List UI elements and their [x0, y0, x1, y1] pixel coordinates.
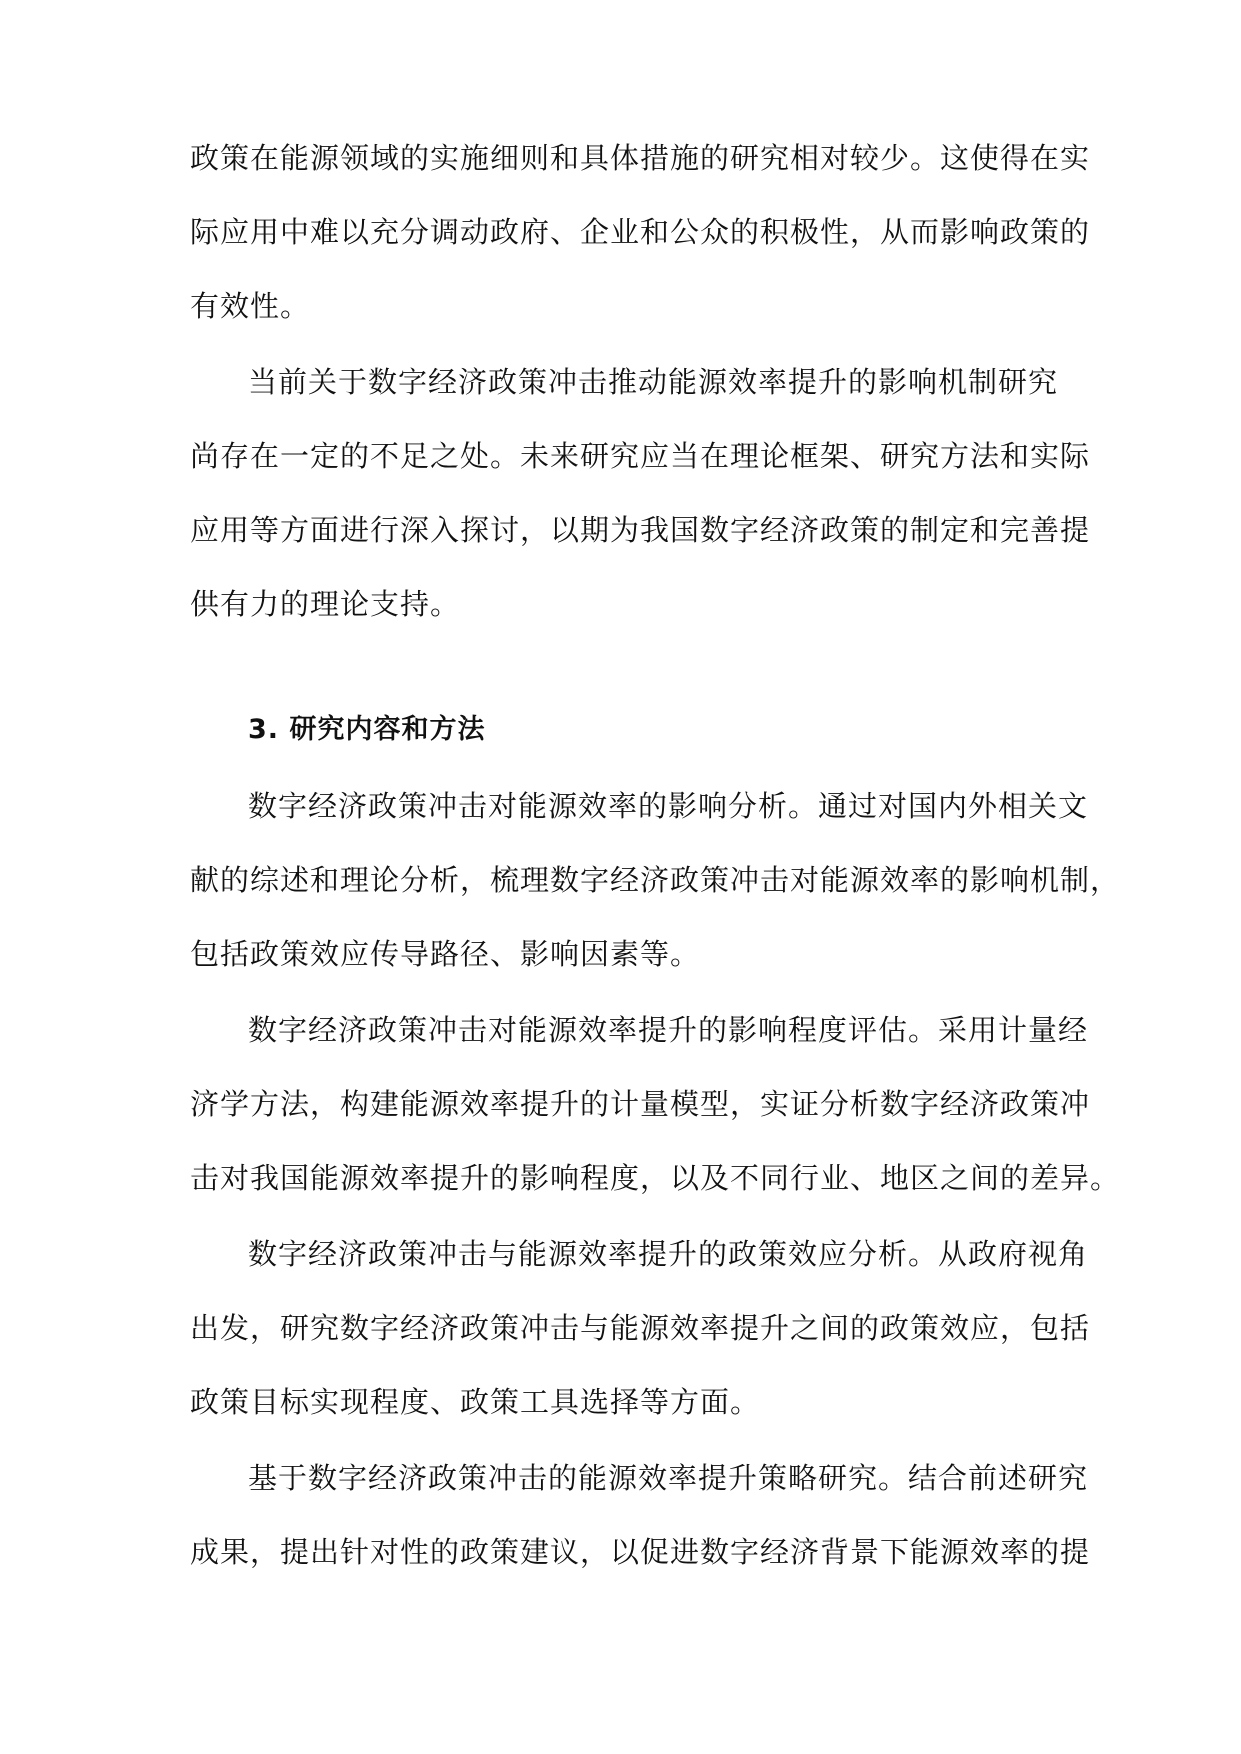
paragraph-line: 供有力的理论支持。: [190, 587, 461, 621]
section-heading: 3. 研究内容和方法: [248, 714, 486, 745]
paragraph-line: 际应用中难以充分调动政府、企业和公众的积极性，从而影响政策的: [190, 215, 1091, 249]
paragraph-line: 献的综述和理论分析，梳理数字经济政策冲击对能源效率的影响机制，: [190, 863, 1121, 897]
paragraph-line: 济学方法，构建能源效率提升的计量模型，实证分析数字经济政策冲: [190, 1087, 1091, 1121]
paragraph-line: 当前关于数字经济政策冲击推动能源效率提升的影响机制研究: [248, 365, 1059, 399]
paragraph-line: 击对我国能源效率提升的影响程度，以及不同行业、地区之间的差异。: [190, 1161, 1121, 1195]
paragraph-line: 应用等方面进行深入探讨，以期为我国数字经济政策的制定和完善提: [190, 513, 1091, 547]
paragraph-line: 数字经济政策冲击对能源效率的影响分析。通过对国内外相关文: [248, 789, 1089, 823]
paragraph-line: 成果，提出针对性的政策建议，以促进数字经济背景下能源效率的提: [190, 1535, 1091, 1569]
paragraph-line: 包括政策效应传导路径、影响因素等。: [190, 937, 701, 971]
paragraph-line: 数字经济政策冲击与能源效率提升的政策效应分析。从政府视角: [248, 1237, 1089, 1271]
paragraph-line: 基于数字经济政策冲击的能源效率提升策略研究。结合前述研究: [248, 1461, 1089, 1495]
paragraph-line: 有效性。: [190, 289, 311, 323]
paragraph-line: 出发，研究数字经济政策冲击与能源效率提升之间的政策效应，包括: [190, 1311, 1091, 1345]
paragraph-line: 数字经济政策冲击对能源效率提升的影响程度评估。采用计量经: [248, 1013, 1089, 1047]
paragraph-line: 尚存在一定的不足之处。未来研究应当在理论框架、研究方法和实际: [190, 439, 1091, 473]
paragraph-line: 政策在能源领域的实施细则和具体措施的研究相对较少。这使得在实: [190, 141, 1091, 175]
paragraph-line: 政策目标实现程度、政策工具选择等方面。: [190, 1385, 761, 1419]
